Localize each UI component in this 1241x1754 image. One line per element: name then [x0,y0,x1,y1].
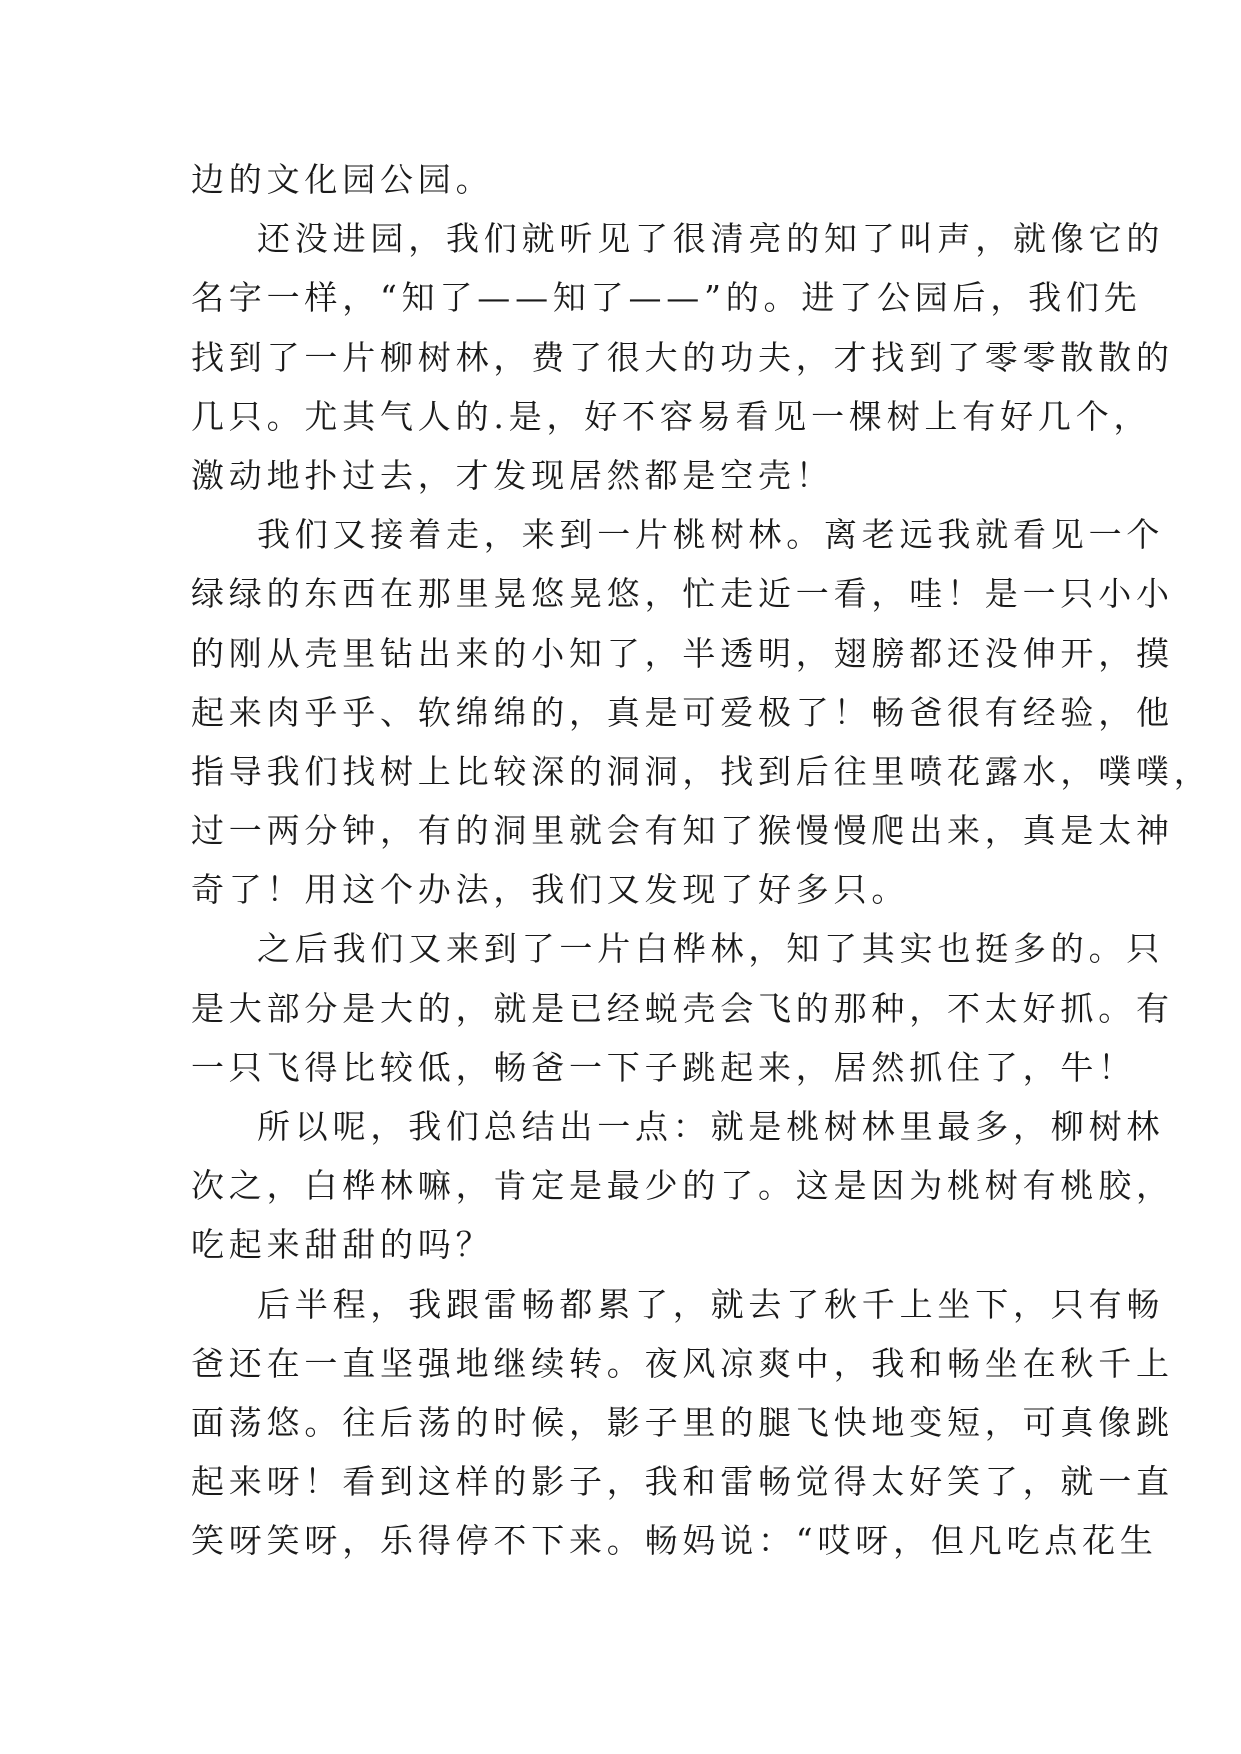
paragraph-first-line: 所以呢，我们总结出一点：就是桃树林里最多，柳树林 [257,1107,1165,1146]
text-line: 激动地扑过去，才发现居然都是空壳！ [191,455,834,495]
text-line: 面荡悠。往后荡的时候，影子里的腿飞快地变短，可真像跳 [191,1402,1174,1442]
paragraph-first-line: 我们又接着走，来到一片桃树林。离老远我就看见一个 [257,515,1165,555]
text-line: 找到了一片柳树林，费了很大的功夫，才找到了零零散散的 [191,337,1174,377]
text-line: 起来呀！看到这样的影子，我和雷畅觉得太好笑了，就一直 [191,1462,1174,1502]
text-line: 爸还在一直坚强地继续转。夜风凉爽中，我和畅坐在秋千上 [191,1343,1174,1383]
text-line: 笑呀笑呀，乐得停不下来。畅妈说：“哎呀，但凡吃点花生 [191,1521,1158,1561]
body-text [191,150,1212,1571]
text-line: 边的文化园公园。 [191,160,494,199]
paragraph-first-line: 后半程，我跟雷畅都累了，就去了秋千上坐下，只有畅 [257,1284,1165,1324]
text-line: 一只飞得比较低，畅爸一下子跳起来，居然抓住了，牛！ [191,1047,1136,1087]
text-line: 吃起来甜甜的吗？ [191,1225,494,1265]
text-line: 名字一样，“知了——知了——”的。进了公园后，我们先 [191,278,1142,318]
text-line: 过一两分钟，有的洞里就会有知了猴慢慢爬出来，真是太神 [191,811,1174,851]
text-line: 绿绿的东西在那里晃悠晃悠，忙走近一看，哇！是一只小小 [191,574,1174,614]
text-line: 奇了！用这个办法，我们又发现了好多只。 [191,870,910,910]
text-line: 的刚从壳里钻出来的小知了，半透明，翅膀都还没伸开，摸 [191,633,1174,673]
paragraph-first-line: 之后我们又来到了一片白桦林，知了其实也挺多的。只 [257,929,1165,969]
text-line: 几只。尤其气人的.是，好不容易看见一棵树上有好几个， [191,396,1152,436]
paragraph-first-line: 还没进园，我们就听见了很清亮的知了叫声，就像它的 [257,219,1165,259]
text-line: 起来肉乎乎、软绵绵的，真是可爱极了！畅爸很有经验，他 [191,692,1174,732]
text-line: 指导我们找树上比较深的洞洞，找到后往里喷花露水，噗噗， [191,751,1212,791]
text-line: 次之，白桦林嘛，肯定是最少的了。这是因为桃树有桃胶， [191,1166,1174,1206]
text-line: 是大部分是大的，就是已经蜕壳会飞的那种，不太好抓。有 [191,988,1174,1028]
